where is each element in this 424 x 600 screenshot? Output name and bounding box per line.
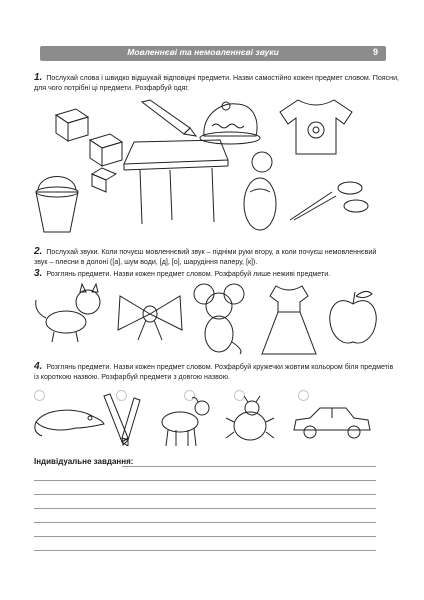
writing-line[interactable] (34, 522, 376, 523)
doll-icon (236, 148, 286, 232)
writing-line[interactable] (34, 508, 376, 509)
bucket-icon (30, 170, 84, 236)
task-text: Послухай звуки. Коли почуєш мовленнєвий звук – підніми руки вгору, а коли почуєш немовленнєвий (46, 248, 377, 256)
section-title: Мовленнєві та немовленнєві звуки (127, 47, 279, 57)
beetle-icon (222, 394, 278, 448)
goat-icon (152, 396, 214, 448)
lizard-icon (30, 398, 106, 440)
writing-line[interactable] (34, 480, 376, 481)
task-text: для чого потрібні ці предмети. Розфарбуй одяг. (34, 83, 190, 92)
apple-icon (326, 286, 380, 348)
pencils-icon (98, 392, 148, 446)
task-2 (34, 247, 376, 267)
task-text: звук – плесни в долоні ([а], шум води, [д], [о], шарудіння паперу, [к]). (34, 257, 258, 266)
table-icon (120, 134, 232, 230)
task-text: із короткою назвою. Розфарбуй предмети з довгою назвою. (34, 372, 231, 381)
task-text: Послухай слова і швидко відшукай відповідні предмети. Назви самостійно кожен предмет словом. Поясни, (46, 74, 400, 82)
task-number: 1. (34, 72, 43, 83)
task-4 (34, 362, 393, 382)
car-icon (290, 402, 372, 442)
dress-icon (256, 282, 322, 358)
task-number: 4. (34, 361, 43, 372)
individual-task-label: Індивідуальне завдання: (34, 457, 134, 466)
task-number: 2. (34, 246, 43, 257)
tshirt-icon (276, 96, 356, 158)
writing-line[interactable] (34, 550, 376, 551)
pencil-icon (138, 98, 198, 138)
writing-line[interactable] (34, 536, 376, 537)
page-number: 9 (372, 47, 378, 57)
task-number: 3. (34, 268, 43, 279)
bow-icon (114, 290, 186, 342)
kitten-icon (30, 282, 106, 346)
writing-line[interactable] (122, 466, 376, 467)
task-text: Розглянь предмети. Назви кожен предмет словом. Розфарбуй лише неживі предмети. (46, 270, 331, 278)
task-3 (34, 269, 330, 280)
task-1 (34, 73, 399, 93)
scissors-icon (286, 178, 370, 224)
mouse-icon (188, 280, 250, 356)
writing-line[interactable] (34, 494, 376, 495)
answer-circle[interactable] (298, 390, 309, 401)
task-text: Розглянь предмети. Назви кожен предмет словом. Розфарбуй кружечки жовтим кольором біля предметів (46, 363, 394, 371)
page-header (40, 46, 386, 61)
